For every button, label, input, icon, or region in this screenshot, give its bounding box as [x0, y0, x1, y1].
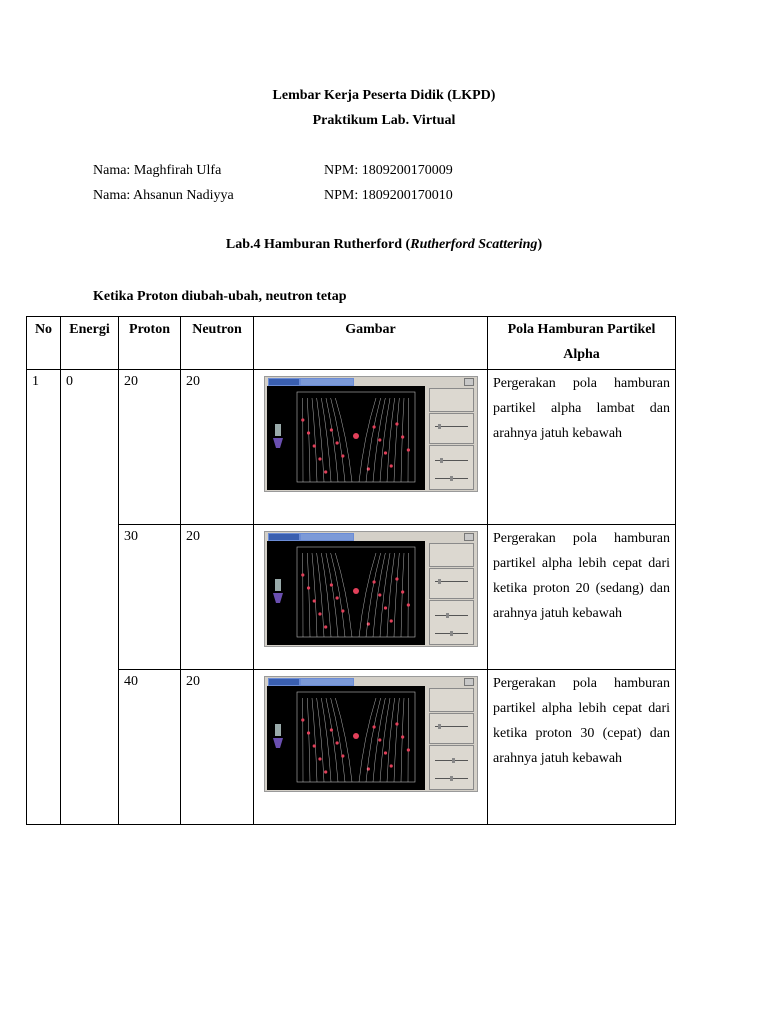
- header-gambar: Gambar: [254, 317, 488, 370]
- header-energi: Energi: [61, 317, 119, 370]
- scattering-view: [267, 541, 425, 645]
- results-table: [26, 316, 676, 825]
- cell-gambar: [254, 370, 488, 525]
- table-header-row: [27, 317, 676, 370]
- scattering-view: [267, 386, 425, 490]
- header-proton: Proton: [119, 317, 181, 370]
- table-row: [27, 370, 676, 525]
- header-pola: Pola Hamburan Partikel Alpha: [488, 317, 676, 370]
- header-neutron: Neutron: [181, 317, 254, 370]
- header-no: No: [27, 317, 61, 370]
- cell-gambar: [254, 525, 488, 670]
- section-heading: Ketika Proton diubah-ubah, neutron tetap: [93, 289, 347, 304]
- cell-description: Pergerakan pola hamburan partikel alpha lebih cepat dari ketika proton 20 (sedang) dan arahnya jatuh kebawah: [488, 525, 676, 670]
- cell-gambar: [254, 670, 488, 825]
- table-row: [27, 525, 676, 670]
- cell-neutron: 20: [181, 370, 254, 525]
- cell-energi: 0: [61, 370, 119, 825]
- cell-proton: 20: [119, 370, 181, 525]
- table-row: [27, 670, 676, 825]
- cell-neutron: 20: [181, 525, 254, 670]
- cell-description: Pergerakan pola hamburan partikel alpha lambat dan arahnya jatuh kebawah: [488, 370, 676, 525]
- cell-no: 1: [27, 370, 61, 825]
- cell-description: Pergerakan pola hamburan partikel alpha lebih cepat dari ketika proton 30 (cepat) dan arahnya jatuh kebawah: [488, 670, 676, 825]
- lab-title: Lab.4 Hamburan Rutherford (Rutherford Scattering): [225, 237, 543, 252]
- student-npm-1: NPM: 1809200170009: [324, 163, 453, 178]
- scattering-view: [267, 686, 425, 790]
- student-npm-2: NPM: 1809200170010: [324, 188, 453, 203]
- simulation-screenshot: [264, 376, 478, 492]
- cell-proton: 40: [119, 670, 181, 825]
- cell-neutron: 20: [181, 670, 254, 825]
- simulation-screenshot: [264, 676, 478, 792]
- student-name-2: Nama: Ahsanun Nadiyya: [93, 188, 234, 203]
- student-name-1: Nama: Maghfirah Ulfa: [93, 163, 222, 178]
- simulation-screenshot: [264, 531, 478, 647]
- document-title: Lembar Kerja Peserta Didik (LKPD): [272, 88, 496, 103]
- document-subtitle: Praktikum Lab. Virtual: [312, 113, 456, 128]
- cell-proton: 30: [119, 525, 181, 670]
